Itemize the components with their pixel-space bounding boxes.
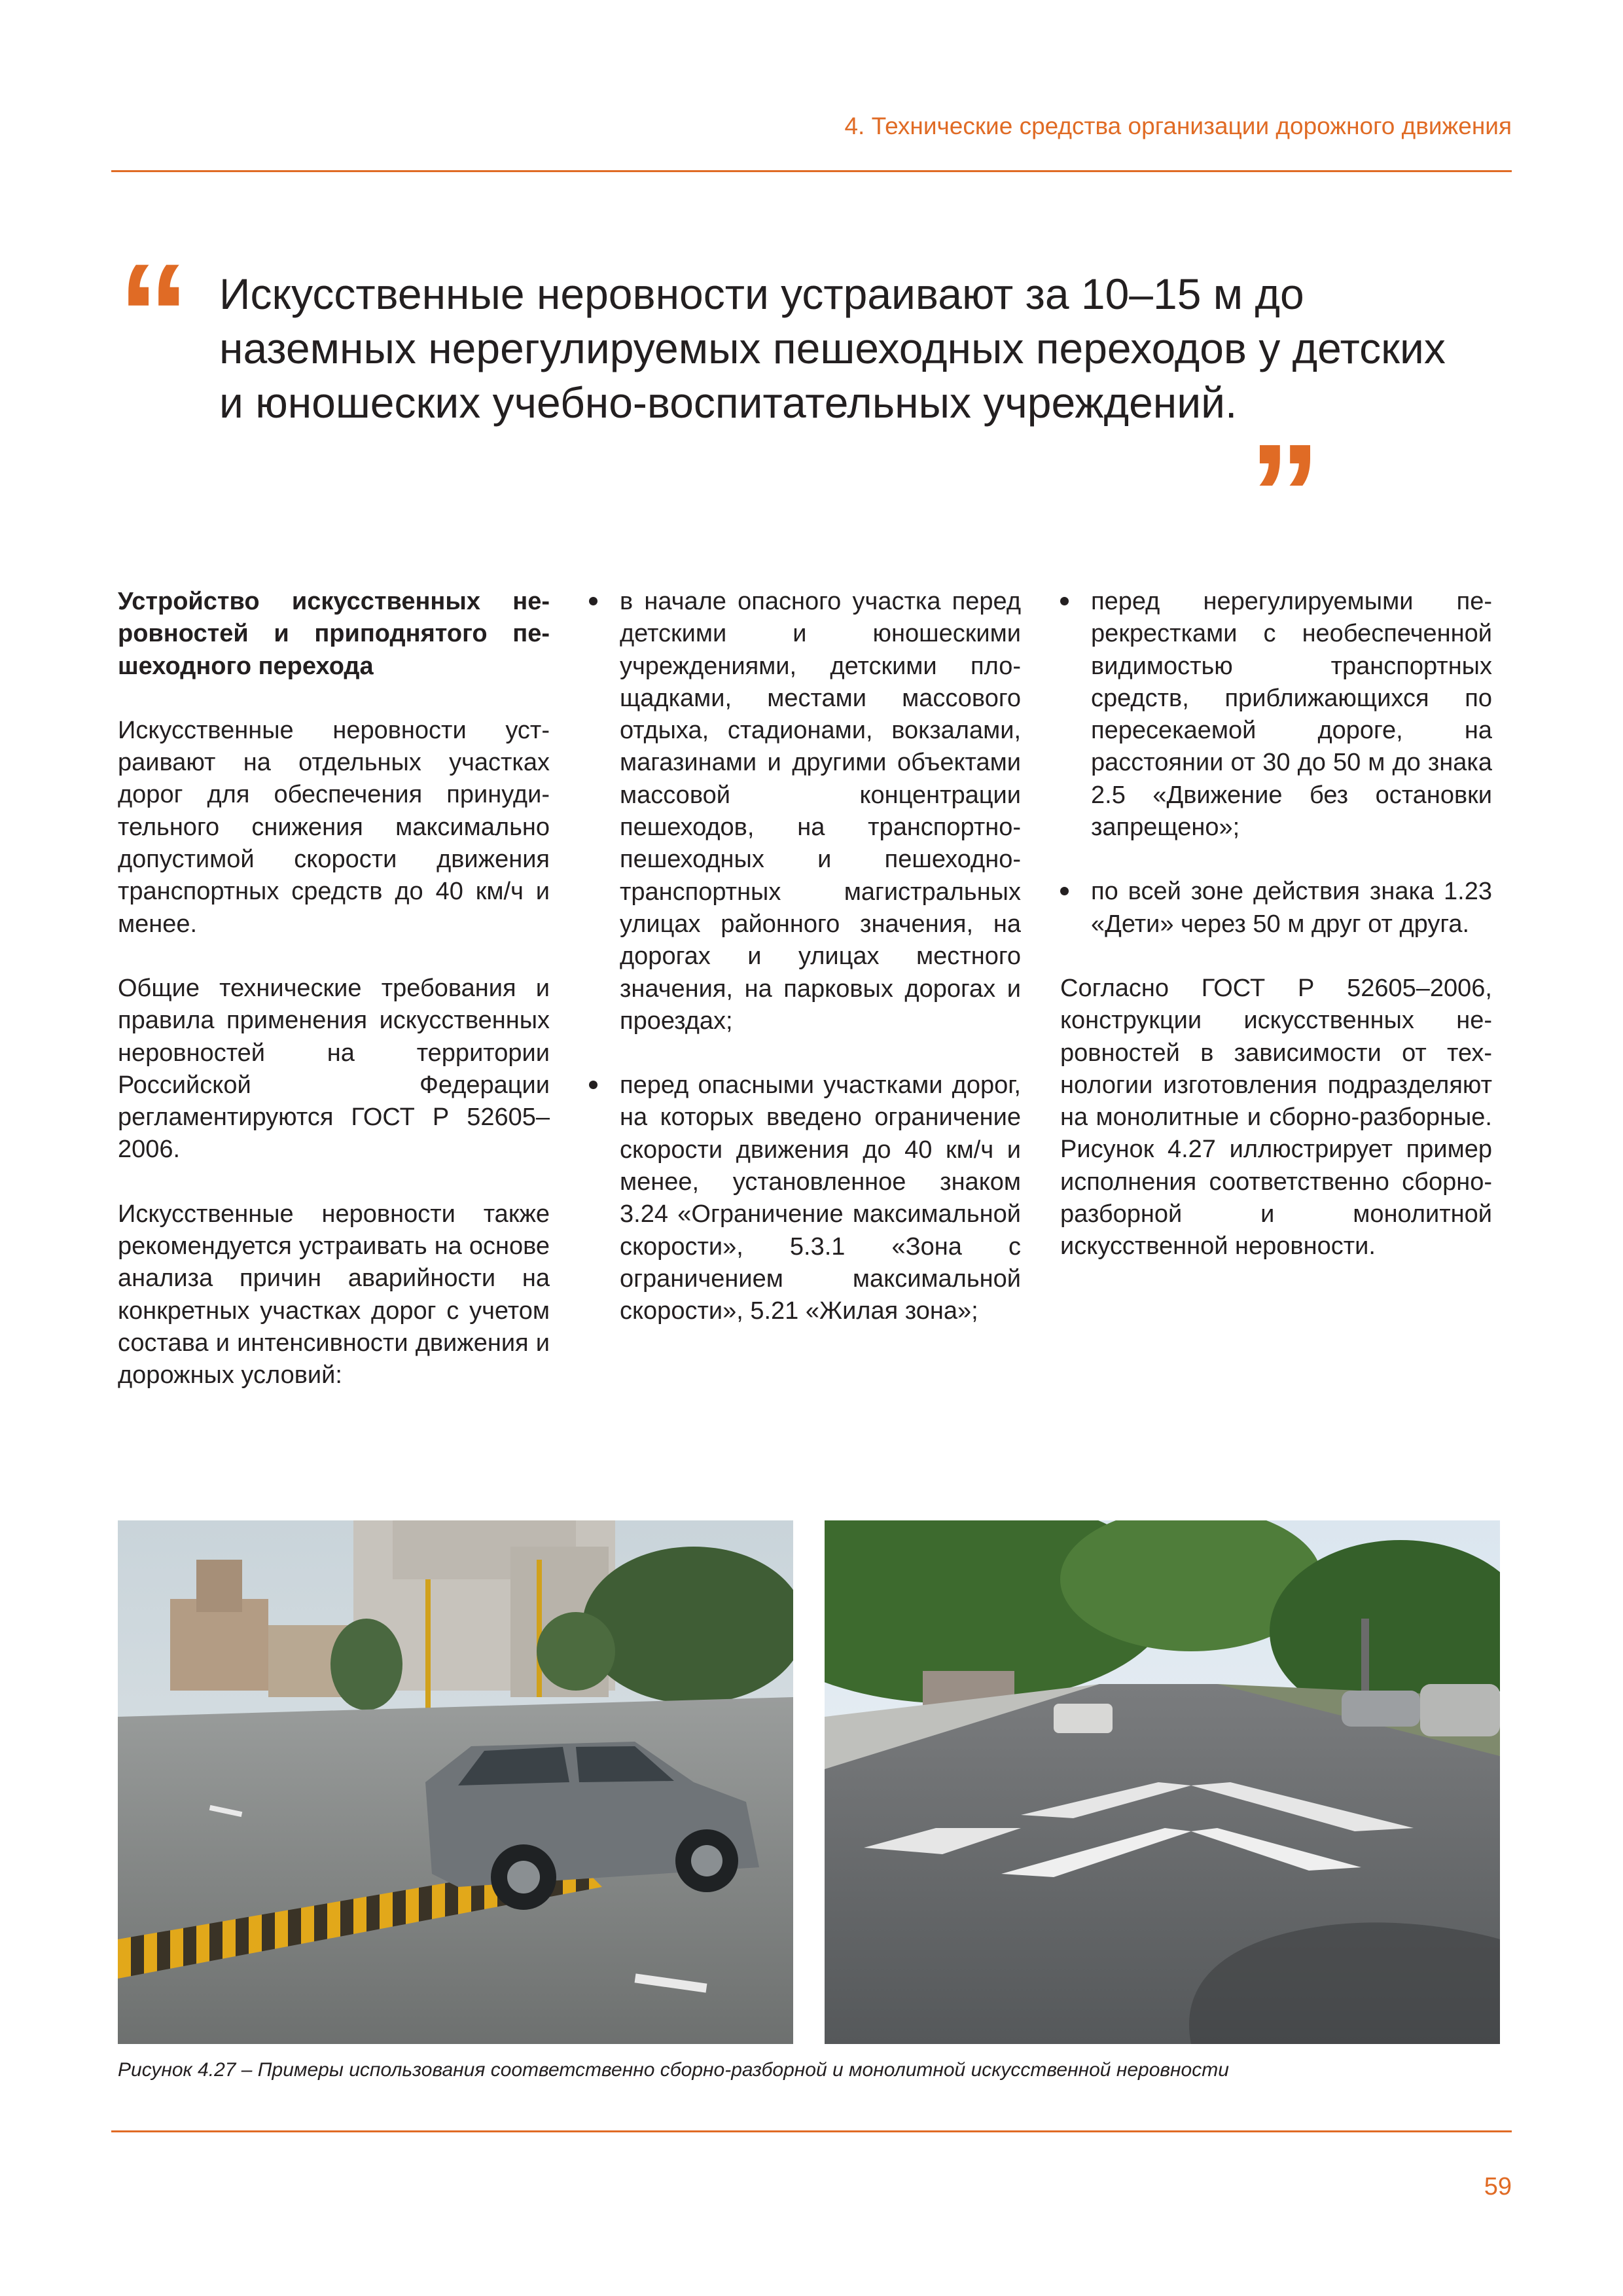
list-item-text: по всей зоне действия знака 1.23 «Дети» через 50 м друг от друга. xyxy=(1091,878,1492,938)
bullet-list xyxy=(589,586,1021,1328)
list-item xyxy=(1060,876,1492,941)
list-item-text: перед нерегулируемыми перекрестками с необеспеченной видимостью транспортных средств, приближающихся по пересекаемой дороге, на расстоянии от 30 до 50 м до знака 2.5 «Движение без остановки запрещено»; xyxy=(1091,588,1492,842)
paragraph: Искусственные неровности устраивают на отдельных участках дорог для обеспечения принудительного снижения максимально допустимой скорости движения транспортных средств до 40 км/ч и менее. xyxy=(118,716,550,938)
open-quote-mark: “ xyxy=(118,234,190,395)
bullet-list xyxy=(1060,586,1492,941)
photo-modular-speed-bump xyxy=(118,1520,793,2044)
pull-quote: Искусственные неровности устраивают за 10–15 м до наземных нерегулируемых пешеходных переходов у детских и юношеских учебно-воспитательных учреждений.„ xyxy=(219,270,1446,494)
list-item-text: в начале опасного участка перед детскими и юношескими учреждениями, детскими площадками, местами массового отдыха, стадионами, вокзалами, магазинами и другими объектами массовой концентрации пешеходов, на транспортно-пешеходных и пешеходно-транспортных магистральных улицах районного значения, на дорогах и улицах местного значения, на парковых дорогах и проездах; xyxy=(620,588,1021,1035)
bullet-icon xyxy=(589,597,597,605)
paragraph: Согласно ГОСТ Р 52605–2006, конструкции искусственных неровностей в зависимости от технологии изготовления подразделяют на монолитные и сборно-разборные. Рисунок 4.27 иллюстрирует пример исполнения соответственно сборно-разборной и монолитной искусственной неровности. xyxy=(1060,974,1492,1261)
column-2 xyxy=(589,586,1021,1360)
bullet-icon xyxy=(1060,887,1069,895)
list-item-text: перед опасными участками дорог, на которых введено ограничение скорости движения до 40 км/ч и менее, установленное знаком 3.24 «Ограничение максимальной скорости», 5.3.1 «Зона с ограничением максимальной скорости», 5.21 «Жилая зона»; xyxy=(620,1071,1021,1325)
footer-rule xyxy=(111,2130,1512,2132)
page-number: 59 xyxy=(1484,2173,1512,2200)
bullet-icon xyxy=(1060,597,1069,605)
paragraph: Искусственные неровности также рекомендуется устраивать на основе анализа причин аварийности на конкретных участках дорог с учетом состава и интенсивности движения и дорожных условий: xyxy=(118,1200,550,1390)
figure-caption: Рисунок 4.27 – Примеры использования соответственно сборно-разборной и монолитной искусственной неровности xyxy=(118,2059,1229,2081)
header-rule xyxy=(111,170,1512,172)
section-heading: Устройство искусственных неровностей и приподнятого пешеходного перехода xyxy=(118,588,550,680)
list-item xyxy=(589,586,1021,1037)
photo-monolithic-speed-hump xyxy=(825,1520,1500,2044)
column-3 xyxy=(1060,586,1492,1295)
column-1 xyxy=(118,586,550,1424)
list-item xyxy=(1060,586,1492,844)
pull-quote-text: Искусственные неровности устраивают за 10–15 м до наземных нерегулируемых пешеходных переходов у детских и юношеских учебно-воспитательных учреждений. xyxy=(219,270,1446,427)
list-item xyxy=(589,1069,1021,1327)
bullet-icon xyxy=(589,1081,597,1089)
paragraph: Общие технические требования и правила применения искусственных неровностей на территории Российской Федерации регламентируются ГОСТ Р 52605–2006. xyxy=(118,974,550,1164)
running-header: 4. Технические средства организации дорожного движения xyxy=(844,113,1512,139)
